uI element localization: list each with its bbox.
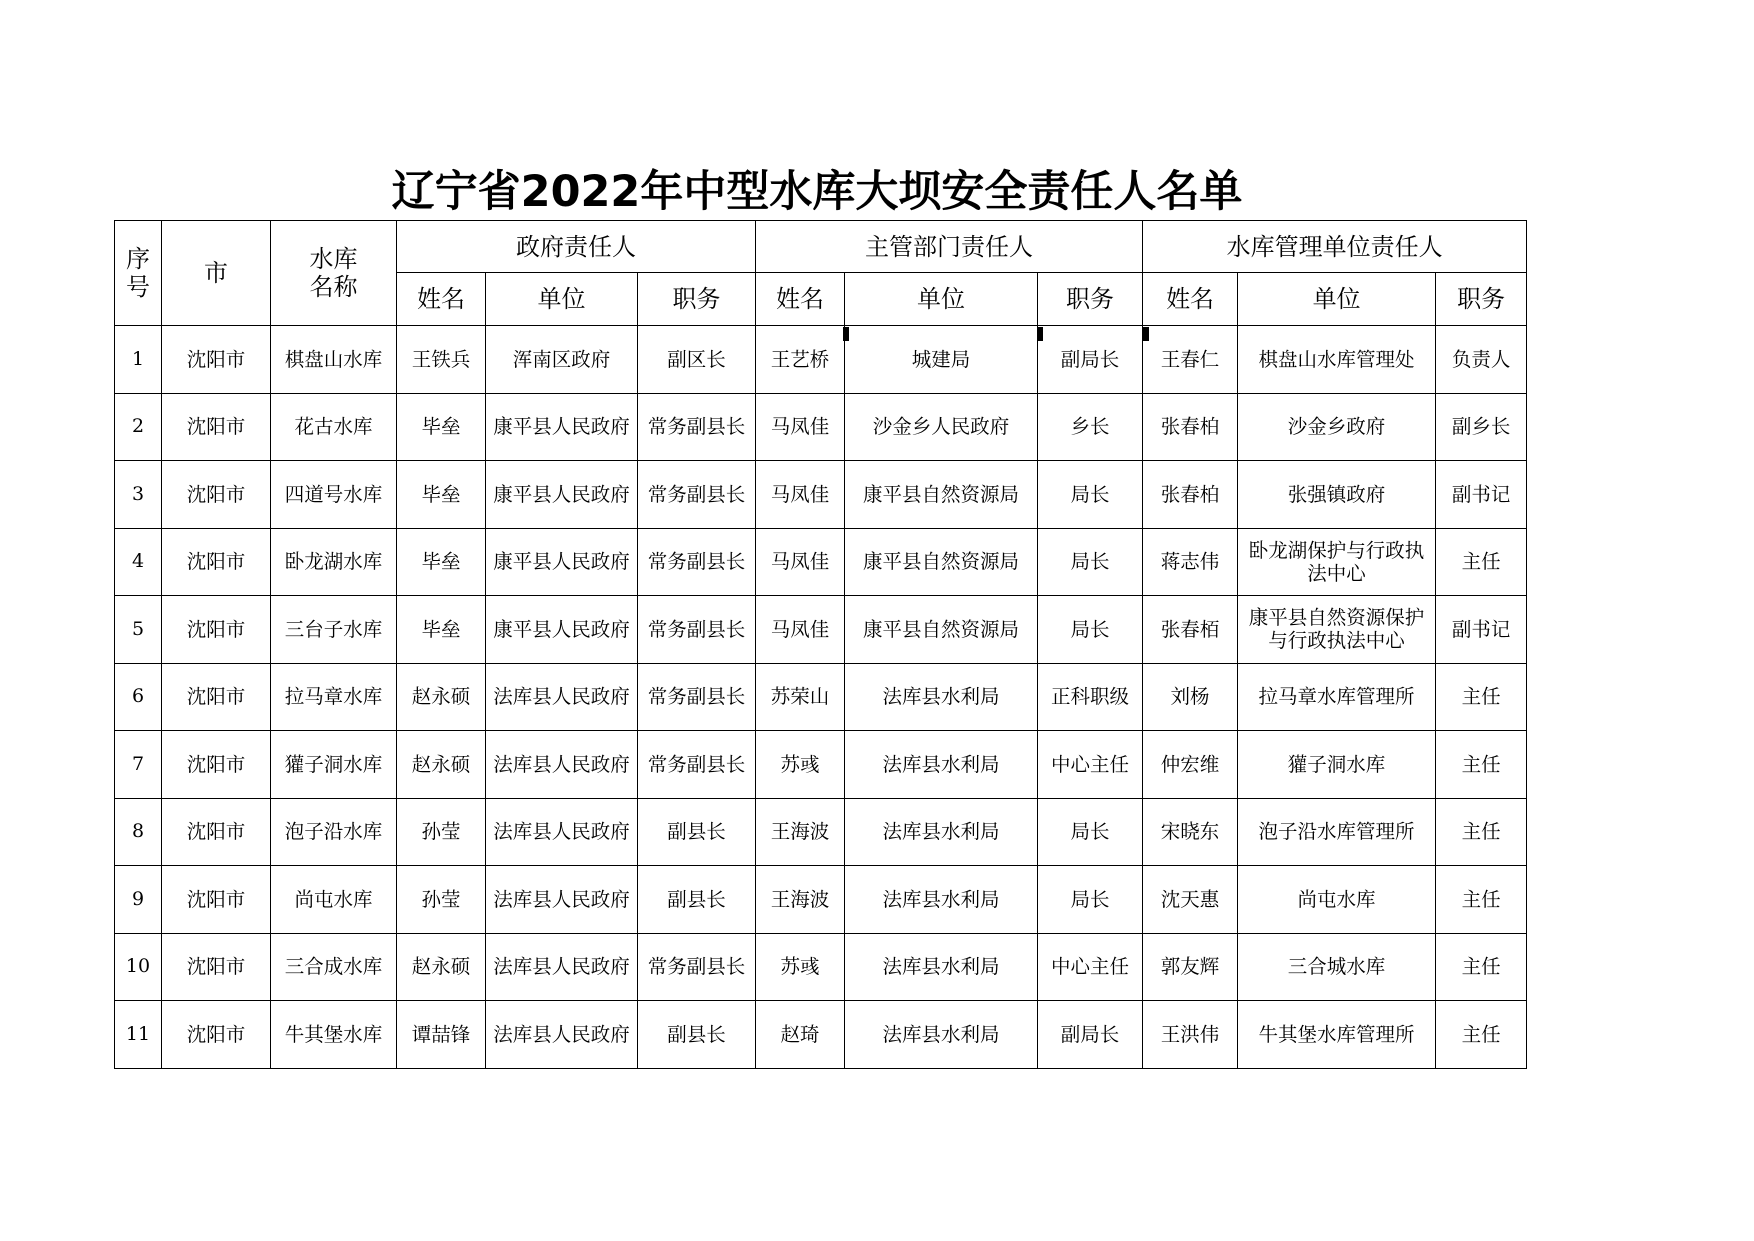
- cell-dept-name: 王海波: [756, 866, 845, 934]
- cell-city: 沈阳市: [162, 596, 271, 664]
- cell-reservoir: 卧龙湖水库: [271, 528, 397, 596]
- header-mgmt-unit: 单位: [1238, 273, 1436, 326]
- table-row: [115, 1001, 1527, 1069]
- table-row: [115, 528, 1527, 596]
- cell-gov-name: 王铁兵: [397, 326, 486, 394]
- table-header: [115, 221, 1527, 326]
- cell-dept-unit: 城建局: [845, 326, 1038, 394]
- header-city: 市: [162, 221, 271, 326]
- table-row: [115, 731, 1527, 799]
- cell-dept-unit: 法库县水利局: [845, 866, 1038, 934]
- cell-dept-position: 副局长: [1038, 326, 1143, 394]
- cell-gov-name: 赵永硕: [397, 933, 486, 1001]
- cell-reservoir: 拉马章水库: [271, 663, 397, 731]
- cell-marker: [1143, 327, 1149, 341]
- table-row: [115, 663, 1527, 731]
- cell-mgmt-position: 副书记: [1436, 461, 1527, 529]
- cell-mgmt-unit: 康平县自然资源保护与行政执法中心: [1238, 596, 1436, 664]
- cell-dept-name: 苏荣山: [756, 663, 845, 731]
- table-row: [115, 326, 1527, 394]
- responsibility-table: [114, 220, 1527, 1069]
- table-body: [115, 326, 1527, 1069]
- cell-reservoir: 獾子洞水库: [271, 731, 397, 799]
- cell-dept-position: 乡长: [1038, 393, 1143, 461]
- cell-city: 沈阳市: [162, 461, 271, 529]
- cell-reservoir: 三台子水库: [271, 596, 397, 664]
- cell-mgmt-name: 郭友辉: [1143, 933, 1238, 1001]
- cell-dept-position: 副局长: [1038, 1001, 1143, 1069]
- cell-mgmt-unit: 獾子洞水库: [1238, 731, 1436, 799]
- header-dept-unit: 单位: [845, 273, 1038, 326]
- cell-mgmt-position: 副乡长: [1436, 393, 1527, 461]
- cell-dept-unit: 法库县水利局: [845, 798, 1038, 866]
- header-seq: 序 号: [115, 221, 162, 326]
- header-mgmt-name: 姓名: [1143, 273, 1238, 326]
- cell-dept-name: 苏彧: [756, 731, 845, 799]
- cell-dept-name: 马凤佳: [756, 528, 845, 596]
- table-row: [115, 798, 1527, 866]
- cell-gov-unit: 浑南区政府: [486, 326, 638, 394]
- cell-gov-position: 常务副县长: [638, 663, 756, 731]
- cell-mgmt-position: 主任: [1436, 933, 1527, 1001]
- cell-dept-position: 正科职级: [1038, 663, 1143, 731]
- cell-mgmt-unit: 泡子沿水库管理所: [1238, 798, 1436, 866]
- table-row: [115, 393, 1527, 461]
- cell-city: 沈阳市: [162, 393, 271, 461]
- cell-gov-name: 毕垒: [397, 393, 486, 461]
- cell-seq: 3: [115, 461, 162, 529]
- cell-dept-name: 赵琦: [756, 1001, 845, 1069]
- cell-mgmt-name: 蒋志伟: [1143, 528, 1238, 596]
- cell-reservoir: 泡子沿水库: [271, 798, 397, 866]
- document-title: 辽宁省2022年中型水库大坝安全责任人名单: [391, 167, 1243, 217]
- cell-mgmt-name: 王春仁: [1143, 326, 1238, 394]
- cell-gov-name: 毕垒: [397, 596, 486, 664]
- cell-city: 沈阳市: [162, 528, 271, 596]
- cell-mgmt-name: 仲宏维: [1143, 731, 1238, 799]
- cell-dept-unit: 法库县水利局: [845, 731, 1038, 799]
- cell-dept-name: 马凤佳: [756, 596, 845, 664]
- cell-dept-name: 王海波: [756, 798, 845, 866]
- cell-mgmt-unit: 拉马章水库管理所: [1238, 663, 1436, 731]
- cell-mgmt-unit: 沙金乡政府: [1238, 393, 1436, 461]
- cell-dept-name: 马凤佳: [756, 393, 845, 461]
- cell-gov-unit: 法库县人民政府: [486, 866, 638, 934]
- cell-seq: 5: [115, 596, 162, 664]
- cell-dept-name: 苏彧: [756, 933, 845, 1001]
- header-group-management: 水库管理单位责任人: [1143, 221, 1527, 273]
- cell-dept-unit: 法库县水利局: [845, 663, 1038, 731]
- cell-gov-name: 赵永硕: [397, 731, 486, 799]
- cell-gov-name: 谭喆锋: [397, 1001, 486, 1069]
- cell-gov-name: 赵永硕: [397, 663, 486, 731]
- cell-dept-position: 中心主任: [1038, 933, 1143, 1001]
- cell-gov-unit: 法库县人民政府: [486, 933, 638, 1001]
- cell-dept-position: 局长: [1038, 596, 1143, 664]
- cell-gov-position: 副县长: [638, 798, 756, 866]
- cell-gov-position: 常务副县长: [638, 596, 756, 664]
- cell-mgmt-position: 主任: [1436, 1001, 1527, 1069]
- table-row: [115, 596, 1527, 664]
- cell-city: 沈阳市: [162, 866, 271, 934]
- cell-gov-position: 副县长: [638, 866, 756, 934]
- header-dept-position: 职务: [1038, 273, 1143, 326]
- cell-mgmt-position: 主任: [1436, 528, 1527, 596]
- cell-dept-position: 局长: [1038, 528, 1143, 596]
- cell-dept-unit: 康平县自然资源局: [845, 596, 1038, 664]
- cell-city: 沈阳市: [162, 1001, 271, 1069]
- table-row: [115, 866, 1527, 934]
- cell-gov-position: 常务副县长: [638, 731, 756, 799]
- cell-city: 沈阳市: [162, 933, 271, 1001]
- cell-mgmt-position: 主任: [1436, 866, 1527, 934]
- header-gov-position: 职务: [638, 273, 756, 326]
- cell-mgmt-name: 刘杨: [1143, 663, 1238, 731]
- cell-dept-unit: 沙金乡人民政府: [845, 393, 1038, 461]
- cell-mgmt-unit: 尚屯水库: [1238, 866, 1436, 934]
- cell-mgmt-name: 张春柏: [1143, 393, 1238, 461]
- cell-mgmt-name: 宋晓东: [1143, 798, 1238, 866]
- cell-gov-name: 孙莹: [397, 798, 486, 866]
- cell-mgmt-unit: 卧龙湖保护与行政执法中心: [1238, 528, 1436, 596]
- cell-mgmt-name: 张春栢: [1143, 596, 1238, 664]
- cell-gov-name: 毕垒: [397, 461, 486, 529]
- table-row: [115, 461, 1527, 529]
- header-gov-name: 姓名: [397, 273, 486, 326]
- cell-dept-position: 局长: [1038, 866, 1143, 934]
- cell-mgmt-name: 王洪伟: [1143, 1001, 1238, 1069]
- cell-gov-position: 常务副县长: [638, 528, 756, 596]
- cell-dept-unit: 康平县自然资源局: [845, 528, 1038, 596]
- cell-reservoir: 三合成水库: [271, 933, 397, 1001]
- cell-gov-unit: 康平县人民政府: [486, 461, 638, 529]
- cell-gov-position: 常务副县长: [638, 461, 756, 529]
- cell-reservoir: 棋盘山水库: [271, 326, 397, 394]
- cell-dept-unit: 法库县水利局: [845, 1001, 1038, 1069]
- cell-reservoir: 花古水库: [271, 393, 397, 461]
- cell-dept-position: 局长: [1038, 798, 1143, 866]
- cell-city: 沈阳市: [162, 663, 271, 731]
- cell-gov-position: 常务副县长: [638, 933, 756, 1001]
- cell-seq: 10: [115, 933, 162, 1001]
- cell-mgmt-name: 沈天惠: [1143, 866, 1238, 934]
- cell-seq: 4: [115, 528, 162, 596]
- cell-reservoir: 尚屯水库: [271, 866, 397, 934]
- cell-marker: [843, 327, 849, 341]
- cell-marker: [1037, 327, 1043, 341]
- cell-dept-name: 王艺桥: [756, 326, 845, 394]
- cell-city: 沈阳市: [162, 798, 271, 866]
- cell-gov-position: 副县长: [638, 1001, 756, 1069]
- cell-mgmt-position: 负责人: [1436, 326, 1527, 394]
- cell-mgmt-position: 主任: [1436, 663, 1527, 731]
- cell-gov-name: 毕垒: [397, 528, 486, 596]
- cell-seq: 2: [115, 393, 162, 461]
- cell-mgmt-name: 张春柏: [1143, 461, 1238, 529]
- cell-gov-unit: 康平县人民政府: [486, 393, 638, 461]
- header-gov-unit: 单位: [486, 273, 638, 326]
- cell-seq: 8: [115, 798, 162, 866]
- cell-dept-unit: 康平县自然资源局: [845, 461, 1038, 529]
- cell-mgmt-unit: 三合城水库: [1238, 933, 1436, 1001]
- header-mgmt-position: 职务: [1436, 273, 1527, 326]
- header-group-department: 主管部门责任人: [756, 221, 1143, 273]
- cell-seq: 9: [115, 866, 162, 934]
- table-row: [115, 933, 1527, 1001]
- cell-gov-unit: 法库县人民政府: [486, 663, 638, 731]
- cell-dept-unit: 法库县水利局: [845, 933, 1038, 1001]
- cell-mgmt-unit: 棋盘山水库管理处: [1238, 326, 1436, 394]
- cell-seq: 11: [115, 1001, 162, 1069]
- cell-mgmt-unit: 牛其堡水库管理所: [1238, 1001, 1436, 1069]
- cell-mgmt-unit: 张强镇政府: [1238, 461, 1436, 529]
- cell-city: 沈阳市: [162, 731, 271, 799]
- header-dept-name: 姓名: [756, 273, 845, 326]
- cell-city: 沈阳市: [162, 326, 271, 394]
- cell-mgmt-position: 副书记: [1436, 596, 1527, 664]
- cell-gov-unit: 法库县人民政府: [486, 798, 638, 866]
- cell-dept-position: 局长: [1038, 461, 1143, 529]
- cell-mgmt-position: 主任: [1436, 731, 1527, 799]
- header-reservoir: 水库 名称: [271, 221, 397, 326]
- cell-gov-position: 副区长: [638, 326, 756, 394]
- cell-seq: 1: [115, 326, 162, 394]
- cell-reservoir: 牛其堡水库: [271, 1001, 397, 1069]
- cell-seq: 6: [115, 663, 162, 731]
- cell-dept-name: 马凤佳: [756, 461, 845, 529]
- cell-gov-unit: 法库县人民政府: [486, 731, 638, 799]
- cell-gov-unit: 法库县人民政府: [486, 1001, 638, 1069]
- cell-gov-name: 孙莹: [397, 866, 486, 934]
- cell-seq: 7: [115, 731, 162, 799]
- cell-dept-position: 中心主任: [1038, 731, 1143, 799]
- cell-gov-position: 常务副县长: [638, 393, 756, 461]
- cell-gov-unit: 康平县人民政府: [486, 528, 638, 596]
- cell-mgmt-position: 主任: [1436, 798, 1527, 866]
- cell-gov-unit: 康平县人民政府: [486, 596, 638, 664]
- header-group-government: 政府责任人: [397, 221, 756, 273]
- cell-reservoir: 四道号水库: [271, 461, 397, 529]
